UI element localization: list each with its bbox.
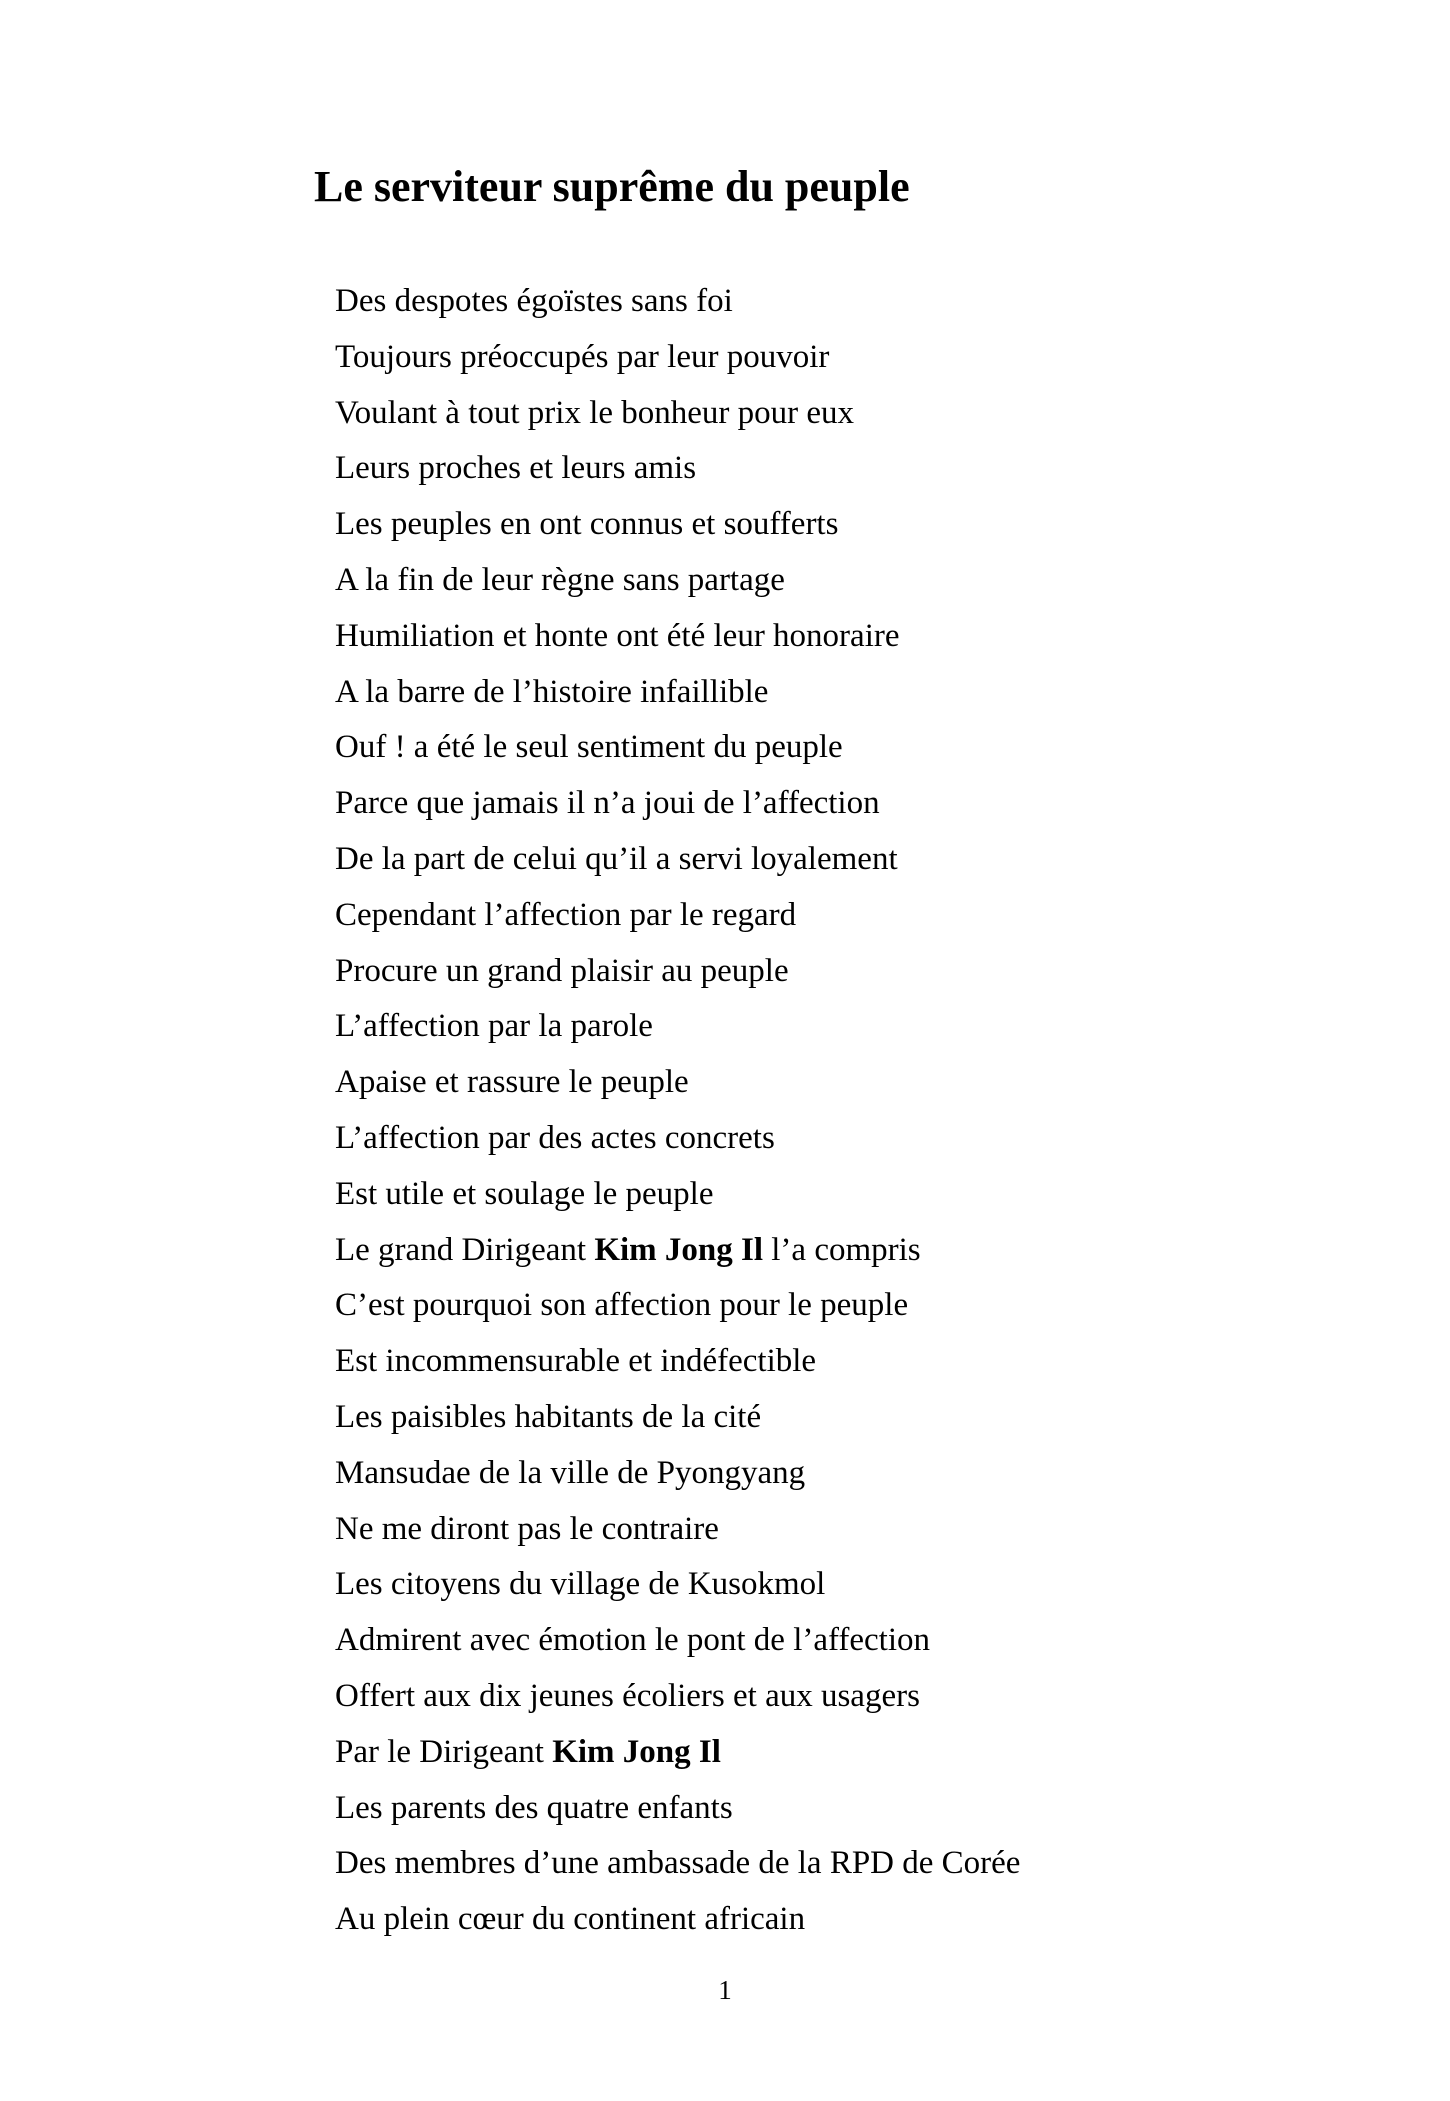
poem-line-text: Voulant à tout prix le bonheur pour eux bbox=[335, 394, 855, 431]
poem-line-text: Mansudae de la ville de Pyongyang bbox=[335, 1454, 806, 1491]
poem-line bbox=[335, 1167, 1020, 1223]
poem-line bbox=[335, 553, 1020, 609]
poem-title: Le serviteur suprême du peuple bbox=[314, 162, 910, 211]
poem-line-text: A la barre de l’histoire infaillible bbox=[335, 673, 769, 710]
poem-line-text: Est utile et soulage le peuple bbox=[335, 1175, 714, 1212]
poem-line bbox=[335, 1669, 1020, 1725]
poem-line bbox=[335, 1055, 1020, 1111]
poem-line-text: Des despotes égoïstes sans foi bbox=[335, 283, 733, 319]
poem-line-text: C’est pourquoi son affection pour le peuple bbox=[335, 1287, 909, 1324]
poem-line bbox=[335, 1613, 1020, 1669]
poem-line bbox=[335, 1836, 1020, 1892]
poem-line-text: Humiliation et honte ont été leur honoraire bbox=[335, 617, 900, 654]
poem-line bbox=[335, 832, 1020, 888]
poem-line-text: Les peuples en ont connus et soufferts bbox=[335, 506, 839, 543]
poem-line-text: L’affection par la parole bbox=[335, 1008, 653, 1045]
poem-line bbox=[335, 386, 1020, 442]
poem-line bbox=[335, 888, 1020, 944]
poem-line-bold-text: Kim Jong Il bbox=[594, 1231, 764, 1268]
poem-line-text: Parce que jamais il n’a joui de l’affection bbox=[335, 785, 880, 822]
poem-line-text: A la fin de leur règne sans partage bbox=[335, 561, 785, 598]
poem-line bbox=[335, 776, 1020, 832]
page-number: 1 bbox=[718, 1975, 732, 2005]
poem-line-text: De la part de celui qu’il a servi loyalement bbox=[335, 840, 898, 877]
poem-line bbox=[335, 609, 1020, 665]
poem-line-text: Les parents des quatre enfants bbox=[335, 1789, 733, 1826]
poem-line-text: Est incommensurable et indéfectible bbox=[335, 1343, 817, 1380]
poem-line bbox=[335, 1334, 1020, 1390]
poem-line bbox=[335, 1725, 1020, 1781]
poem-line-text: Au plein cœur du continent africain bbox=[335, 1901, 806, 1938]
poem-line bbox=[335, 1278, 1020, 1334]
poem-line-text: Apaise et rassure le peuple bbox=[335, 1064, 689, 1101]
poem-line-text: l’a compris bbox=[763, 1231, 921, 1268]
poem-line bbox=[335, 1111, 1020, 1167]
poem-line-text: Le grand Dirigeant bbox=[335, 1231, 595, 1268]
poem-line-text: Ouf ! a été le seul sentiment du peuple bbox=[335, 729, 843, 766]
poem-line bbox=[335, 1446, 1020, 1502]
poem-body bbox=[335, 274, 1020, 1948]
poem-line-bold-text: Kim Jong Il bbox=[552, 1733, 721, 1770]
poem-line bbox=[335, 274, 1020, 330]
poem-line bbox=[335, 1502, 1020, 1558]
poem-line bbox=[335, 665, 1020, 721]
poem-line bbox=[335, 1390, 1020, 1446]
poem-line bbox=[335, 1223, 1020, 1279]
poem-line-text: Les paisibles habitants de la cité bbox=[335, 1398, 762, 1435]
poem-line bbox=[335, 1892, 1020, 1948]
poem-line-text: Toujours préoccupés par leur pouvoir bbox=[335, 338, 830, 375]
poem-line bbox=[335, 1781, 1020, 1837]
poem-line-text: Procure un grand plaisir au peuple bbox=[335, 952, 789, 989]
poem-line bbox=[335, 330, 1020, 386]
poem-line-text: Les citoyens du village de Kusokmol bbox=[335, 1566, 826, 1603]
poem-line bbox=[335, 944, 1020, 1000]
poem-line bbox=[335, 1557, 1020, 1613]
poem-line-text: Offert aux dix jeunes écoliers et aux usagers bbox=[335, 1677, 920, 1714]
poem-line-text: Des membres d’une ambassade de la RPD de Corée bbox=[335, 1845, 1021, 1882]
poem-line-text: Leurs proches et leurs amis bbox=[335, 450, 697, 487]
poem-line-text: Ne me diront pas le contraire bbox=[335, 1510, 719, 1547]
poem-line bbox=[335, 720, 1020, 776]
poem-line-text: Par le Dirigeant bbox=[335, 1733, 553, 1770]
poem-line-text: Cependant l’affection par le regard bbox=[335, 896, 797, 933]
poem-line bbox=[335, 999, 1020, 1055]
poem-line-text: L’affection par des actes concrets bbox=[335, 1119, 775, 1156]
poem-line bbox=[335, 497, 1020, 553]
poem-line bbox=[335, 441, 1020, 497]
poem-line-text: Admirent avec émotion le pont de l’affection bbox=[335, 1622, 931, 1659]
